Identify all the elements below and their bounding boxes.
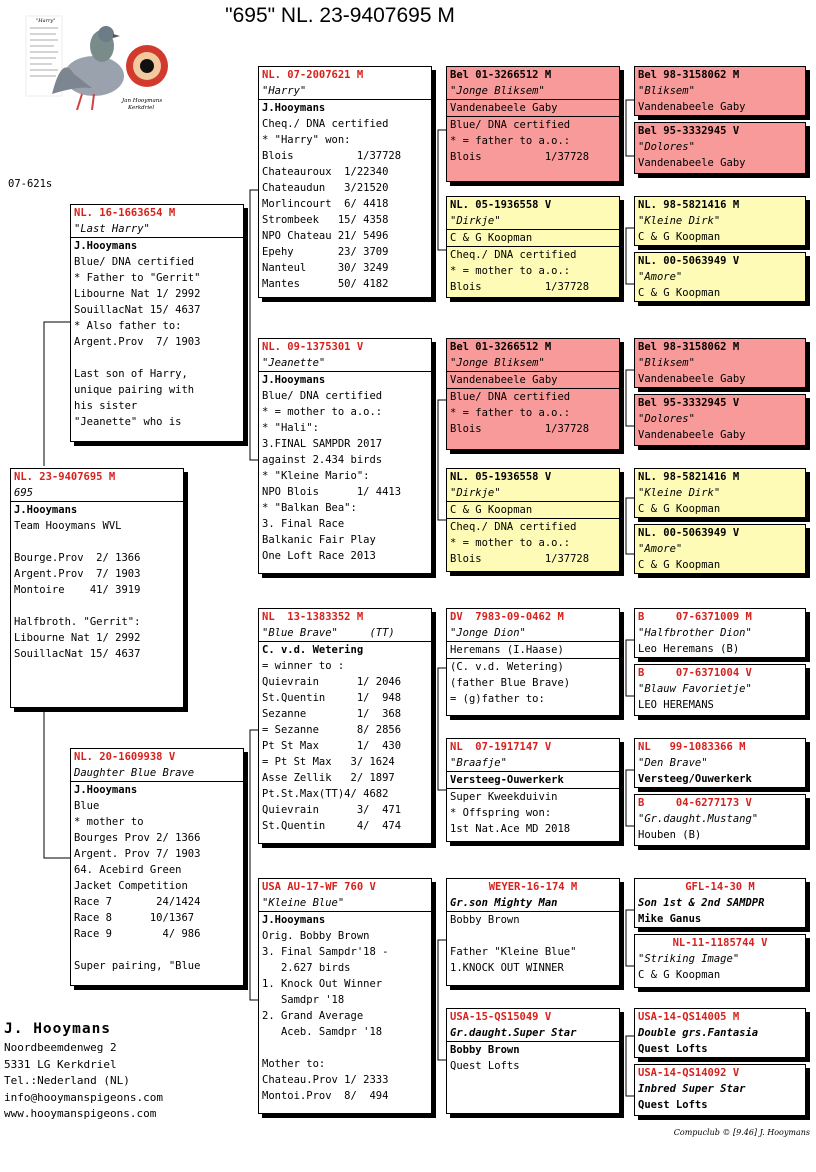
info-line: Epehy 23/ 3709 xyxy=(262,246,389,258)
info-line: Cheq./ DNA certified xyxy=(450,521,577,533)
ggg-card[interactable] xyxy=(634,338,806,388)
info-line: * = mother to a.o.: xyxy=(450,265,571,277)
info-line: = winner to : xyxy=(262,660,345,672)
name: "Dirkje" xyxy=(447,213,619,230)
owner: C. v.d. Wetering xyxy=(262,644,364,656)
info-line: Blue/ DNA certified xyxy=(450,119,571,131)
ring: Bel 95-3332945 V xyxy=(638,125,740,137)
ggg-card[interactable] xyxy=(634,196,806,246)
ggg-card[interactable] xyxy=(634,1008,806,1058)
ring: B 07-6371004 V xyxy=(638,667,752,679)
info-line: Chateau.Prov 1/ 2333 xyxy=(262,1074,389,1086)
owner: Quest Lofts xyxy=(638,1099,708,1111)
info-line: Quievrain 3/ 471 xyxy=(262,804,402,816)
info-line: = Sezanne 8/ 2856 xyxy=(262,724,402,736)
info-line: Argent.Prov 7/ 1903 xyxy=(14,568,141,580)
name: "Jonge Bliksem" xyxy=(447,83,619,100)
info-line: 1. Knock Out Winner xyxy=(262,978,383,990)
ggg-card[interactable] xyxy=(634,122,806,174)
owner: Leo Heremans (B) xyxy=(638,643,740,655)
owner: Bobby Brown xyxy=(450,1044,520,1056)
owner: Vandenabeele Gaby xyxy=(638,373,746,385)
info-line: SouillacNat 15/ 4637 xyxy=(74,304,201,316)
owner: Houben (B) xyxy=(638,829,702,841)
great-grandparent-card[interactable] xyxy=(446,196,620,298)
info-line: Montoire 41/ 3919 xyxy=(14,584,141,596)
info-line: Orig. Bobby Brown xyxy=(262,930,370,942)
name: "Halfbrother Dion" xyxy=(638,627,752,639)
ggg-card[interactable] xyxy=(634,468,806,518)
info-line: Pt St Max 1/ 430 xyxy=(262,740,402,752)
pedigree-title: "695" NL. 23-9407695 M xyxy=(225,4,455,27)
name: "Dolores" xyxy=(638,141,695,153)
ring: NL. 05-1936558 V xyxy=(450,199,552,211)
info-line: St.Quentin 4/ 474 xyxy=(262,820,402,832)
info-line: Jacket Competition xyxy=(74,880,188,892)
info-line: Chateaudun 3/21520 xyxy=(262,182,389,194)
ring: NL 99-1083366 M xyxy=(638,741,746,753)
info-line: * Also father to: xyxy=(74,320,182,332)
father-owner: J.Hooymans xyxy=(74,240,138,252)
name: "Dirkje" xyxy=(447,485,619,502)
info-line: * "Balkan Bea": xyxy=(262,502,357,514)
ggg-card[interactable] xyxy=(634,524,806,574)
info-line: * = father to a.o.: xyxy=(450,135,571,147)
father-ring: NL. 16-1663654 M xyxy=(74,207,176,219)
info-line: Cheq./ DNA certified xyxy=(450,249,577,261)
info-line: NPO Blois 1/ 4413 xyxy=(262,486,402,498)
info-line: * = mother to a.o.: xyxy=(262,406,383,418)
owner: J.Hooymans xyxy=(262,102,326,114)
father-card[interactable] xyxy=(70,204,244,442)
info-line: * "Hali": xyxy=(262,422,319,434)
ring: NL-11-1185744 V xyxy=(672,937,768,949)
ring: NL. 05-1936558 V xyxy=(450,471,552,483)
info-line: * "Harry" won: xyxy=(262,134,351,146)
logo-right-text1: Jan Hooymans xyxy=(122,98,163,104)
info-line: against 2.434 birds xyxy=(262,454,383,466)
info-line xyxy=(71,350,243,366)
owner: Bobby Brown xyxy=(450,914,520,926)
info-line: his sister xyxy=(74,400,138,412)
owner-city: 5331 LG Kerkdriel xyxy=(4,1057,117,1071)
info-line: 2. Grand Average xyxy=(262,1010,364,1022)
info-line: 3. Final Sampdr'18 - xyxy=(262,946,389,958)
ring: USA-15-QS15049 V xyxy=(450,1011,552,1023)
ring: B 07-6371009 M xyxy=(638,611,752,623)
info-line: 3.FINAL SAMPDR 2017 xyxy=(262,438,383,450)
ring: GFL-14-30 M xyxy=(685,881,755,893)
info-line: Race 7 24/1424 xyxy=(74,896,201,908)
name: Son 1st & 2nd SAMDPR xyxy=(638,897,765,909)
ring: NL 07-1917147 V xyxy=(450,741,552,753)
owner: C & G Koopman xyxy=(638,559,721,571)
ggg-card[interactable] xyxy=(634,394,806,446)
owner: Versteeg-Ouwerkerk xyxy=(447,772,619,789)
ring: NL. 98-5821416 M xyxy=(638,199,740,211)
info-line: * mother to xyxy=(74,816,144,828)
info-line: Argent. Prov 7/ 1903 xyxy=(74,848,201,860)
ring: B 04-6277173 V xyxy=(638,797,752,809)
info-line: Bourges Prov 2/ 1366 xyxy=(74,832,201,844)
ggg-card[interactable] xyxy=(634,738,806,788)
name: "Striking Image" xyxy=(638,953,740,965)
ring: Bel 01-3266512 M xyxy=(450,69,552,81)
owner: Vandenabeele Gaby xyxy=(447,100,619,117)
great-grandparent-card[interactable] xyxy=(446,878,620,986)
ggg-card[interactable] xyxy=(634,664,806,716)
logo-left-text: "Harry" xyxy=(36,18,56,24)
owner: Heremans (I.Haase) xyxy=(447,642,619,659)
name: Inbred Super Star xyxy=(638,1083,746,1095)
info-line xyxy=(11,598,183,614)
owner: C & G Koopman xyxy=(638,503,721,515)
info-line: * Offspring won: xyxy=(450,807,552,819)
owner-website[interactable]: www.hooymanspigeons.com xyxy=(4,1107,157,1120)
ggg-card[interactable] xyxy=(634,66,806,116)
info-line: Libourne Nat 1/ 2992 xyxy=(14,632,141,644)
info-line: Blois 1/37728 xyxy=(450,151,590,163)
ring: Bel 98-3158062 M xyxy=(638,341,740,353)
owner-tel: Tel.:Nederland (NL) xyxy=(4,1074,130,1087)
ring: NL 13-1383352 M xyxy=(262,611,364,623)
owner: C & G Koopman xyxy=(447,230,619,247)
name: "Kleine Dirk" xyxy=(638,215,721,227)
owner: Versteeg/Ouwerkerk xyxy=(638,773,752,785)
footer-credit: Compuclub © [9.46] J. Hooymans xyxy=(673,1128,810,1137)
name: "Harry" xyxy=(259,83,431,100)
great-grandparent-card[interactable] xyxy=(446,468,620,572)
info-line: * Father to "Gerrit" xyxy=(74,272,201,284)
info-line: 1.KNOCK OUT WINNER xyxy=(450,962,564,974)
name: Double grs.Fantasia xyxy=(638,1027,759,1039)
owner-email[interactable]: info@hooymanspigeons.com xyxy=(4,1090,163,1104)
info-line: Quest Lofts xyxy=(450,1060,520,1072)
info-line: Race 8 10/1367 xyxy=(74,912,195,924)
great-grandparent-card[interactable] xyxy=(446,608,620,716)
subject-owner: J.Hooymans xyxy=(14,504,78,516)
info-line: Montoi.Prov 8/ 494 xyxy=(262,1090,389,1102)
info-line: One Loft Race 2013 xyxy=(262,550,376,562)
grandsire-paternal-card[interactable] xyxy=(258,66,432,298)
info-line: Mother to: xyxy=(262,1058,326,1070)
name: "Bliksem" xyxy=(638,85,695,97)
great-grandparent-card[interactable] xyxy=(446,738,620,842)
info-line: Strombeek 15/ 4358 xyxy=(262,214,389,226)
code-label: 07-621s xyxy=(8,178,53,190)
info-line: Cheq./ DNA certified xyxy=(262,118,389,130)
name: "Jonge Bliksem" xyxy=(447,355,619,372)
owner: C & G Koopman xyxy=(447,502,619,519)
info-line: Blois 1/37728 xyxy=(450,553,590,565)
name: "Kleine Dirk" xyxy=(638,487,721,499)
mother-ring: NL. 20-1609938 V xyxy=(74,751,176,763)
owner: Vandenabeele Gaby xyxy=(638,101,746,113)
ring: USA-14-QS14092 V xyxy=(638,1067,740,1079)
info-line: Pt.St.Max(TT)4/ 4682 xyxy=(262,788,389,800)
ring: NL. 00-5063949 V xyxy=(638,255,740,267)
great-grandparent-card[interactable] xyxy=(446,338,620,450)
owner: Mike Ganus xyxy=(638,913,702,925)
info-line: Libourne Nat 1/ 2992 xyxy=(74,288,201,300)
info-line: (father Blue Brave) xyxy=(450,677,571,689)
info-line: Bourge.Prov 2/ 1366 xyxy=(14,552,141,564)
ring: Bel 98-3158062 M xyxy=(638,69,740,81)
owner-street: Noordbeemdenweg 2 xyxy=(4,1041,117,1054)
ggg-card[interactable] xyxy=(634,794,806,846)
name: "Blauw Favorietje" xyxy=(638,683,752,695)
info-line: Last son of Harry, xyxy=(74,368,188,380)
info-line xyxy=(71,942,243,958)
name: "Blue Brave" (TT) xyxy=(259,625,431,642)
info-line: Chateauroux 1/22340 xyxy=(262,166,389,178)
ring: NL. 09-1375301 V xyxy=(262,341,364,353)
ring: NL. 07-2007621 M xyxy=(262,69,364,81)
info-line: = Pt St Max 3/ 1624 xyxy=(262,756,395,768)
info-line: 1st Nat.Ace MD 2018 xyxy=(450,823,571,835)
info-line: NPO Chateau 21/ 5496 xyxy=(262,230,389,242)
logo-right-text2: Kerkdriel xyxy=(128,105,155,111)
ggg-card[interactable] xyxy=(634,608,806,658)
owner: C & G Koopman xyxy=(638,231,721,243)
info-line: Blois 1/37728 xyxy=(262,150,402,162)
info-line: SouillacNat 15/ 4637 xyxy=(14,648,141,660)
ring: Bel 95-3332945 V xyxy=(638,397,740,409)
info-line: Mantes 50/ 4182 xyxy=(262,278,389,290)
mother-card[interactable] xyxy=(70,748,244,986)
name: "Braafje" xyxy=(447,755,619,772)
mother-name: Daughter Blue Brave xyxy=(71,765,243,782)
subject-name: 695 xyxy=(11,485,183,502)
name: "Jeanette" xyxy=(259,355,431,372)
ggg-card[interactable] xyxy=(634,878,806,928)
info-line: Samdpr '18 xyxy=(262,994,345,1006)
info-line: Blois 1/37728 xyxy=(450,423,590,435)
name: "Bliksem" xyxy=(638,357,695,369)
ring: WEYER-16-174 M xyxy=(488,881,578,893)
info-line: Blue/ DNA certified xyxy=(74,256,195,268)
ggg-card[interactable] xyxy=(634,1064,806,1116)
owner-name: J. Hooymans xyxy=(4,1021,112,1037)
info-line xyxy=(11,534,183,550)
info-line: Team Hooymans WVL xyxy=(14,520,122,532)
info-line: Race 9 4/ 986 xyxy=(74,928,201,940)
info-line: * "Kleine Mario": xyxy=(262,470,370,482)
name: "Amore" xyxy=(638,271,683,283)
name: Gr.daught.Super Star xyxy=(447,1025,619,1042)
owner: Vandenabeele Gaby xyxy=(638,429,746,441)
info-line: Argent.Prov 7/ 1903 xyxy=(74,336,201,348)
info-line: (C. v.d. Wetering) xyxy=(450,661,564,673)
granddam-paternal-card[interactable] xyxy=(258,338,432,574)
info-line: Blois 1/37728 xyxy=(450,281,590,293)
great-grandparent-card[interactable] xyxy=(446,1008,620,1114)
info-line: 2.627 birds xyxy=(262,962,351,974)
info-line: Blue/ DNA certified xyxy=(262,390,383,402)
mother-owner: J.Hooymans xyxy=(74,784,138,796)
ring: USA AU-17-WF 760 V xyxy=(262,881,376,893)
info-line: Super Kweekduivin xyxy=(450,791,558,803)
info-line: "Jeanette" who is xyxy=(74,416,182,428)
info-line xyxy=(447,928,619,944)
ggg-card[interactable] xyxy=(634,934,806,988)
subject-ring: NL. 23-9407695 M xyxy=(14,471,116,483)
great-grandparent-card[interactable] xyxy=(446,66,620,182)
owner: J.Hooymans xyxy=(262,374,326,386)
info-line: St.Quentin 1/ 948 xyxy=(262,692,402,704)
info-line: Nanteul 30/ 3249 xyxy=(262,262,389,274)
ring: Bel 01-3266512 M xyxy=(450,341,552,353)
info-line: Sezanne 1/ 368 xyxy=(262,708,402,720)
ring: DV 7983-09-0462 M xyxy=(450,611,564,623)
info-line: Morlincourt 6/ 4418 xyxy=(262,198,389,210)
name: "Amore" xyxy=(638,543,683,555)
info-line: * = mother to a.o.: xyxy=(450,537,571,549)
name: "Kleine Blue" xyxy=(259,895,431,912)
ring: NL. 98-5821416 M xyxy=(638,471,740,483)
info-line: = (g)father to: xyxy=(450,693,545,705)
owner: J.Hooymans xyxy=(262,914,326,926)
info-line: Super pairing, "Blue xyxy=(74,960,201,972)
info-line: Father "Kleine Blue" xyxy=(450,946,577,958)
ring: USA-14-QS14005 M xyxy=(638,1011,740,1023)
info-line: * = father to a.o.: xyxy=(450,407,571,419)
subject-lines xyxy=(11,518,183,662)
owner: Vandenabeele Gaby xyxy=(638,157,746,169)
owner: C & G Koopman xyxy=(638,287,721,299)
owner: C & G Koopman xyxy=(638,969,721,981)
info-line: Aceb. Samdpr '18 xyxy=(262,1026,383,1038)
info-line: Quievrain 1/ 2046 xyxy=(262,676,402,688)
info-line: Asse Zellik 2/ 1897 xyxy=(262,772,395,784)
subject-card[interactable] xyxy=(10,468,184,708)
owner: Vandenabeele Gaby xyxy=(447,372,619,389)
info-line: Balkanic Fair Play xyxy=(262,534,376,546)
owner: LEO HEREMANS xyxy=(638,699,714,711)
info-line xyxy=(259,1040,431,1056)
father-name: "Last Harry" xyxy=(71,221,243,238)
info-line: 64. Acebird Green xyxy=(74,864,182,876)
granddam-maternal-card[interactable] xyxy=(258,878,432,1114)
owner: Quest Lofts xyxy=(638,1043,708,1055)
ring: NL. 00-5063949 V xyxy=(638,527,740,539)
name: "Gr.daught.Mustang" xyxy=(638,813,759,825)
grandsire-maternal-card[interactable] xyxy=(258,608,432,844)
name: Gr.son Mighty Man xyxy=(447,895,619,912)
info-line: Blue xyxy=(74,800,100,812)
name: "Jonge Dion" xyxy=(447,625,619,642)
owner-address xyxy=(4,1018,163,1123)
info-line: 3. Final Race xyxy=(262,518,345,530)
name: "Dolores" xyxy=(638,413,695,425)
info-line: Halfbroth. "Gerrit": xyxy=(14,616,141,628)
ggg-card[interactable] xyxy=(634,252,806,302)
info-line: unique pairing with xyxy=(74,384,195,396)
info-line: Blue/ DNA certified xyxy=(450,391,571,403)
name: "Den Brave" xyxy=(638,757,708,769)
